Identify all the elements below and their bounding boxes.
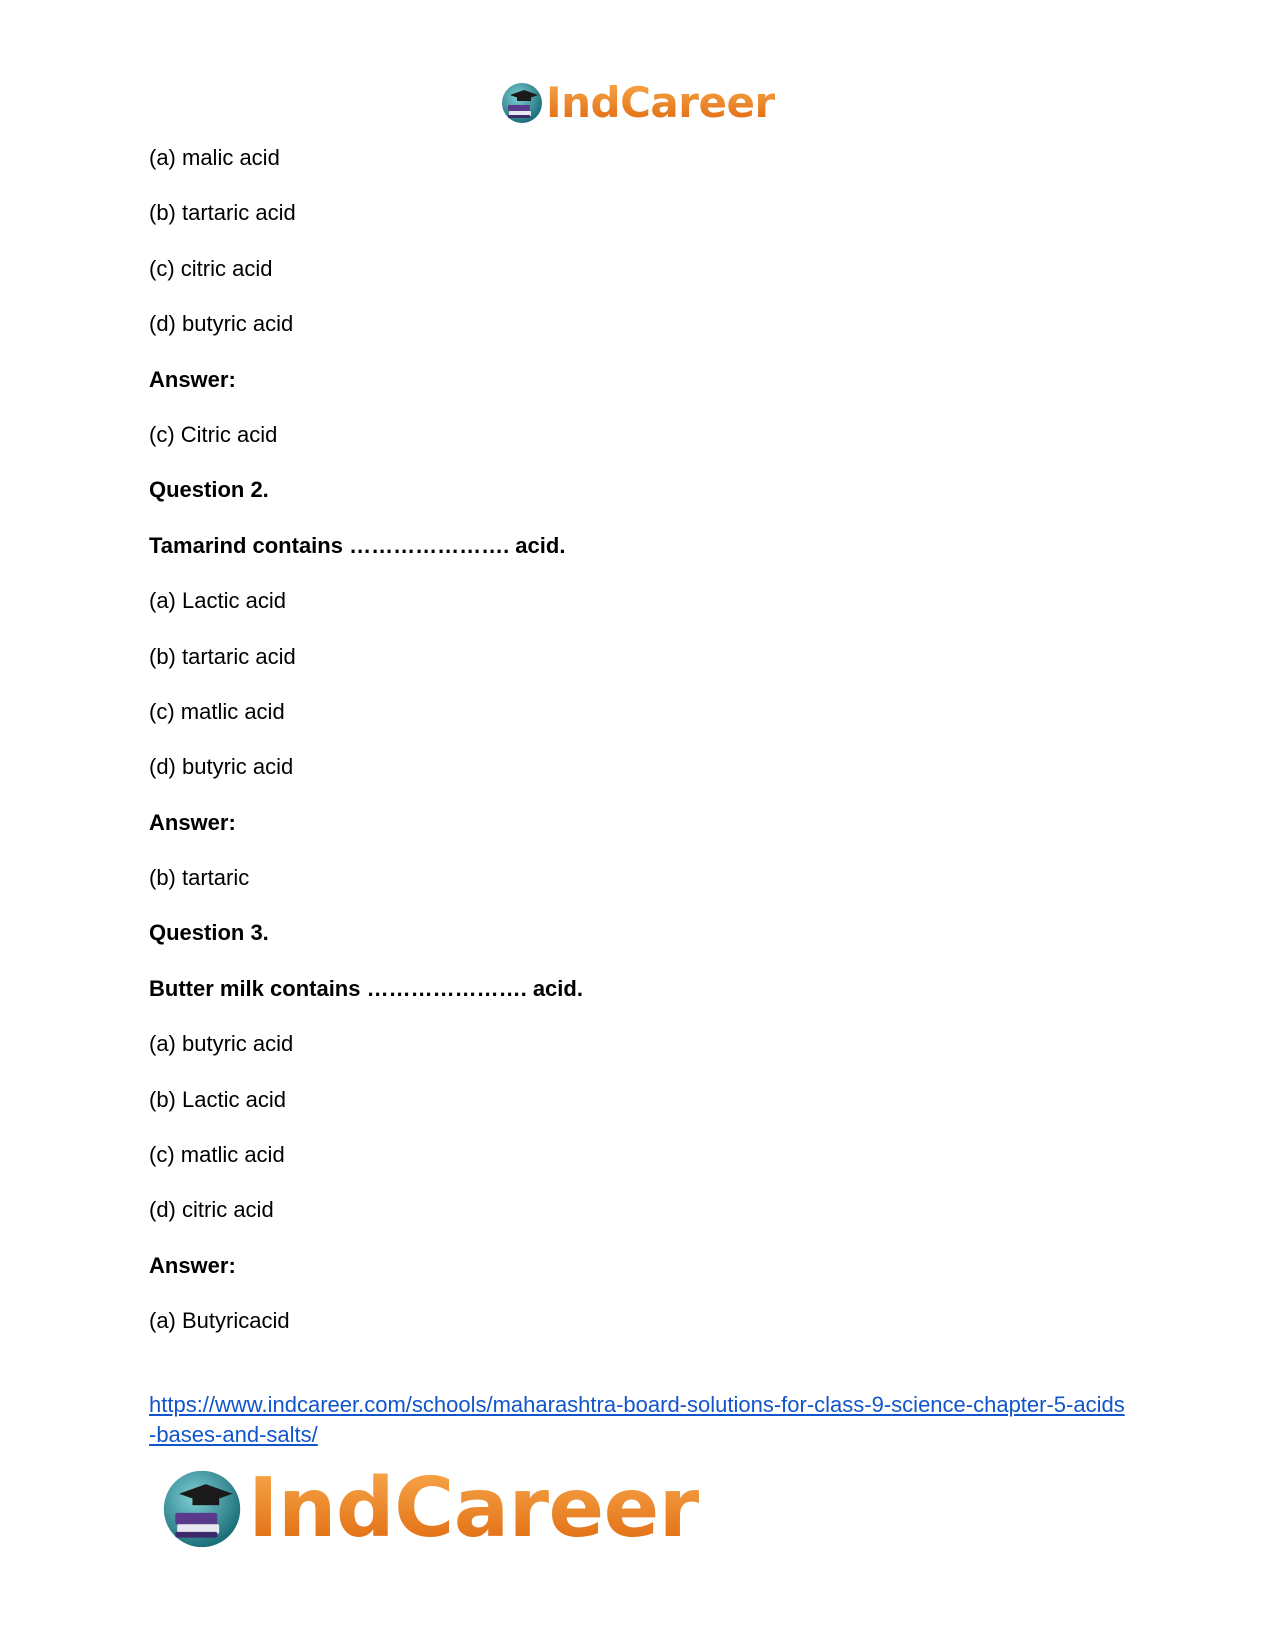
bold-line: Tamarind contains …………………. acid. — [149, 532, 566, 558]
text-line: (b) tartaric — [149, 865, 250, 891]
bold-line: Answer: — [149, 1252, 236, 1278]
text-line: (a) Butyricacid — [149, 1308, 290, 1334]
header-logo — [500, 78, 775, 128]
logo-globe-icon — [500, 81, 544, 125]
text-line: (c) matlic acid — [149, 698, 285, 724]
bold-line: Answer: — [149, 366, 236, 392]
text-line: (c) Citric acid — [149, 421, 278, 447]
logo-globe-icon — [160, 1467, 244, 1551]
bold-line: Question 2. — [149, 477, 269, 503]
document-body — [149, 145, 1139, 1364]
text-line: (b) tartaric acid — [149, 643, 296, 669]
text-line: (a) malic acid — [149, 145, 280, 170]
text-line: (d) butyric acid — [149, 754, 294, 780]
bold-line: Question 3. — [149, 920, 269, 946]
bold-line: Answer: — [149, 809, 236, 835]
header-logo-text: IndCareer — [546, 78, 775, 127]
text-line: (b) tartaric acid — [149, 200, 296, 226]
footer-logo-text: IndCareer — [248, 1461, 699, 1556]
bold-line: Butter milk contains …………………. acid. — [149, 975, 583, 1001]
text-line: (a) butyric acid — [149, 1031, 294, 1057]
source-link[interactable]: https://www.indcareer.com/schools/maharashtra-board-solutions-for-class-9-science-chapter-5-acids-bases-and-salts/ — [149, 1392, 1125, 1447]
text-line: (d) citric acid — [149, 1197, 274, 1223]
footer-logo — [160, 1463, 699, 1555]
text-line: (a) Lactic acid — [149, 588, 286, 614]
text-line: (b) Lactic acid — [149, 1086, 286, 1112]
text-line: (d) butyric acid — [149, 311, 294, 337]
text-line: (c) matlic acid — [149, 1142, 285, 1168]
text-line: (c) citric acid — [149, 255, 273, 281]
